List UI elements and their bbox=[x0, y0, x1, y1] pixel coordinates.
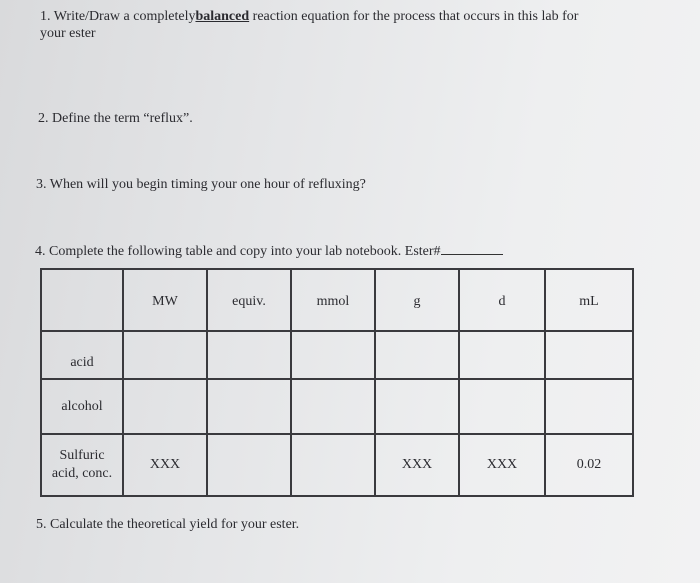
question-1-prefix: 1. Write/Draw a completely bbox=[40, 9, 196, 24]
header-d: d bbox=[459, 269, 545, 331]
table-cell[interactable] bbox=[291, 434, 375, 496]
row-label-acid: acid bbox=[41, 331, 123, 379]
table-cell[interactable] bbox=[291, 331, 375, 379]
table-cell[interactable] bbox=[375, 379, 459, 434]
question-1-suffix: reaction equation for the process that occurs in this lab for bbox=[252, 9, 579, 24]
question-5: 5. Calculate the theoretical yield for your ester. bbox=[36, 517, 300, 532]
header-equiv: equiv. bbox=[207, 269, 291, 331]
table-cell: XXX bbox=[123, 434, 207, 496]
question-2: 2. Define the term “reflux”. bbox=[38, 111, 193, 126]
table-cell[interactable] bbox=[123, 379, 207, 434]
header-g: g bbox=[375, 269, 459, 331]
header-mw: MW bbox=[123, 269, 207, 331]
reagent-table bbox=[40, 268, 634, 497]
table-cell[interactable] bbox=[291, 379, 375, 434]
table-cell: XXX bbox=[459, 434, 545, 496]
table-cell[interactable] bbox=[459, 379, 545, 434]
header-mmol: mmol bbox=[291, 269, 375, 331]
table-cell[interactable] bbox=[545, 331, 633, 379]
header-ml: mL bbox=[545, 269, 633, 331]
table-cell[interactable] bbox=[207, 331, 291, 379]
table-cell[interactable] bbox=[207, 434, 291, 496]
ester-number-blank[interactable] bbox=[441, 243, 503, 255]
table-cell[interactable] bbox=[207, 379, 291, 434]
table-header-row bbox=[41, 269, 633, 331]
row-label-line1: Sulfuric bbox=[59, 448, 105, 463]
table-cell[interactable] bbox=[123, 331, 207, 379]
table-cell[interactable] bbox=[375, 331, 459, 379]
table-row-alcohol bbox=[41, 379, 633, 434]
table-cell[interactable] bbox=[459, 331, 545, 379]
header-blank bbox=[41, 269, 123, 331]
question-4 bbox=[35, 243, 503, 260]
row-label-sulfuric-acid bbox=[41, 434, 123, 496]
table-cell: XXX bbox=[375, 434, 459, 496]
row-label-alcohol: alcohol bbox=[41, 379, 123, 434]
question-1-line2: your ester bbox=[40, 26, 96, 41]
question-1 bbox=[40, 8, 578, 42]
table-row-acid bbox=[41, 331, 633, 379]
table-cell[interactable] bbox=[545, 379, 633, 434]
question-4-text: 4. Complete the following table and copy into your lab notebook. Ester# bbox=[35, 244, 441, 259]
question-3: 3. When will you begin timing your one hour of refluxing? bbox=[36, 177, 366, 192]
row-label-line2: acid, conc. bbox=[51, 466, 113, 481]
question-1-bold: balanced bbox=[195, 9, 250, 24]
table-cell: 0.02 bbox=[545, 434, 633, 496]
table-row-sulfuric-acid bbox=[41, 434, 633, 496]
